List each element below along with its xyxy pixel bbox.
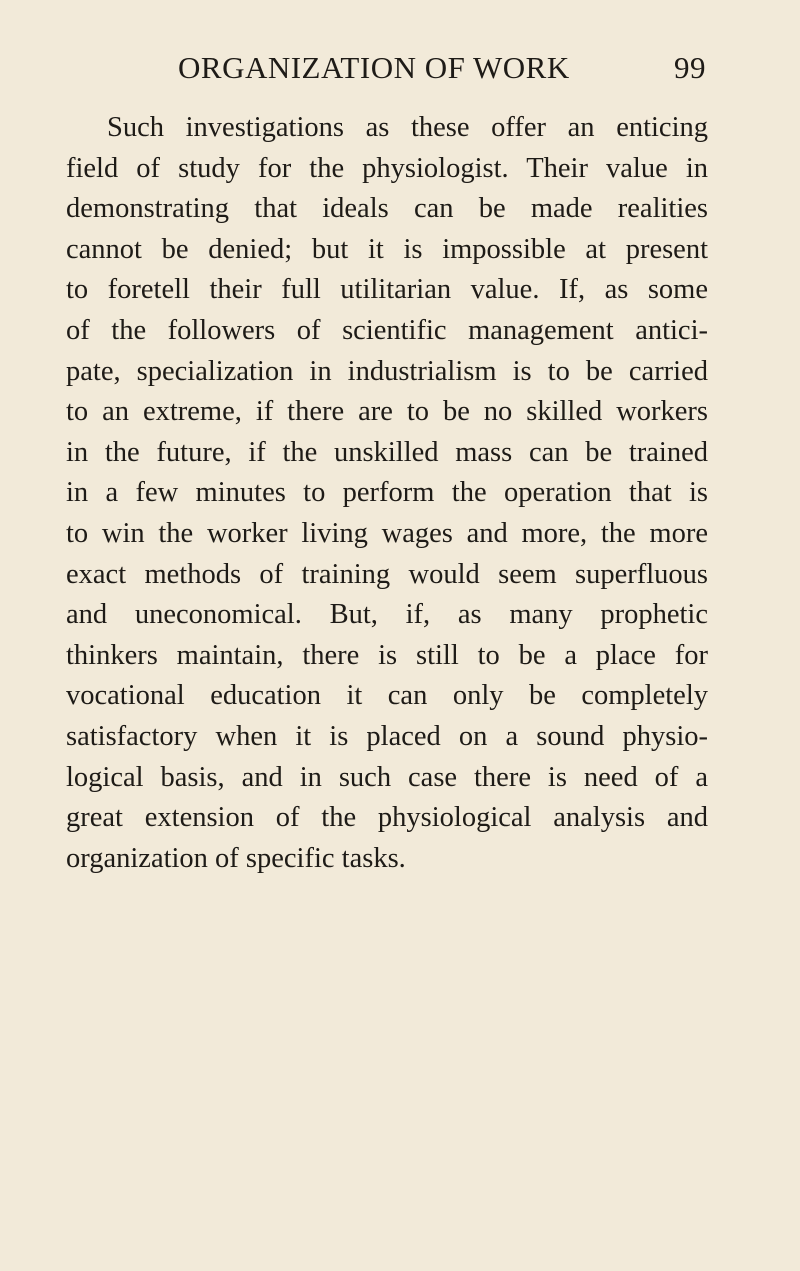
page-number: 99 (674, 50, 706, 85)
text-line: logical basis, and in such case there is need of a (66, 761, 708, 793)
text-line: field of study for the physiologist. Their value in (66, 152, 708, 184)
running-title: ORGANIZATION OF WORK (178, 50, 570, 85)
text-line: in a few minutes to perform the operation that is (66, 477, 708, 509)
body-paragraph (66, 108, 708, 879)
text-line: pate, specialization in industrialism is to be carried (66, 355, 708, 387)
text-line: great extension of the physiological analysis and (66, 802, 708, 834)
text-line: Such investigations as these offer an enticing (107, 112, 708, 143)
text-line: of the followers of scientific management antici- (66, 314, 708, 346)
running-head (66, 50, 706, 90)
text-line: organization of specific tasks. (66, 842, 406, 874)
text-line: satisfactory when it is placed on a sound physio- (66, 720, 708, 752)
text-line: to win the worker living wages and more, the more (66, 517, 708, 549)
text-line: to an extreme, if there are to be no skilled workers (66, 396, 708, 428)
text-line: vocational education it can only be completely (66, 680, 708, 712)
text-line: thinkers maintain, there is still to be a place for (66, 639, 708, 671)
text-line: cannot be denied; but it is impossible at present (66, 233, 708, 265)
text-line: demonstrating that ideals can be made realities (66, 193, 708, 225)
text-line: in the future, if the unskilled mass can be trained (66, 436, 708, 468)
text-line: and uneconomical. But, if, as many prophetic (66, 599, 708, 631)
text-line: to foretell their full utilitarian value. If, as some (66, 274, 708, 306)
text-line: exact methods of training would seem superfluous (66, 558, 708, 590)
